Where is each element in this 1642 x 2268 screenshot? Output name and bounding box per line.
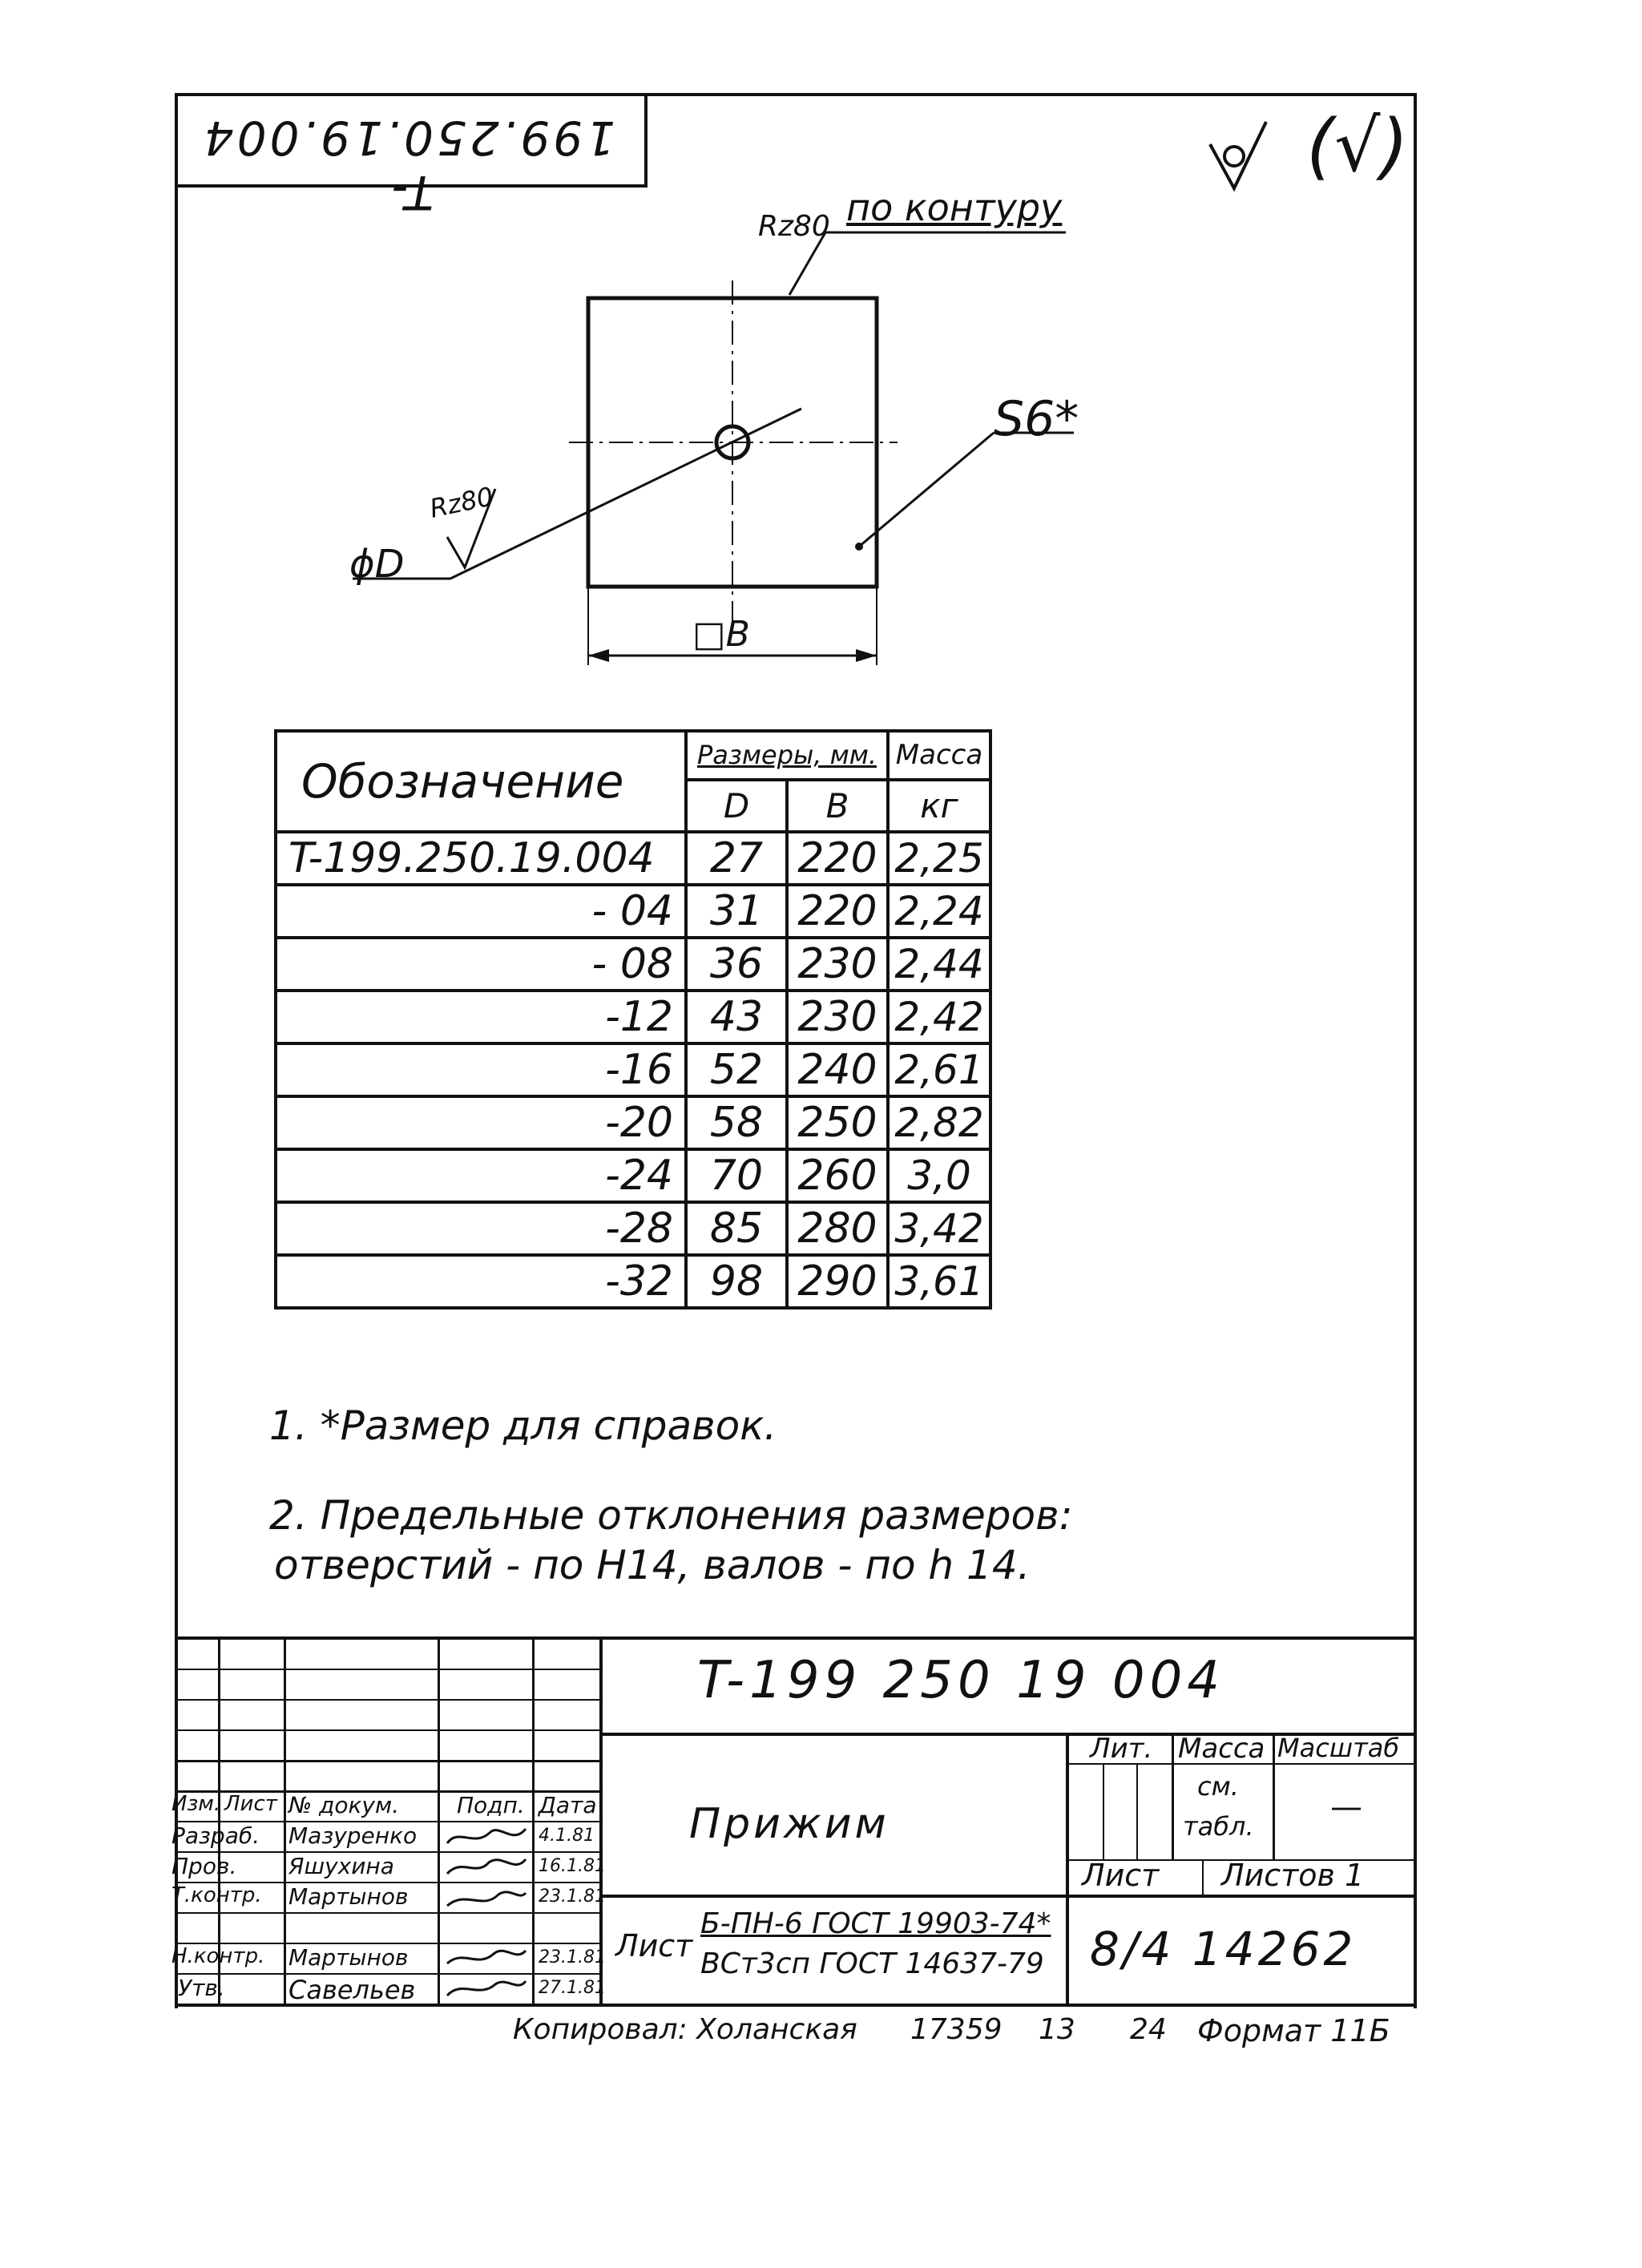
hole-leader-line [450, 409, 801, 579]
row-b: 230 [787, 938, 888, 991]
row-designation: - 08 [276, 938, 686, 991]
tb-mass-label: Масса [1178, 1733, 1265, 1765]
row-b: 240 [787, 1043, 888, 1096]
tb-role-date: 23.1.81 [539, 1947, 606, 1967]
header-d: D [686, 780, 787, 832]
tb-role-date: 16.1.81 [539, 1856, 606, 1876]
dimensions-table [274, 729, 992, 1310]
thickness-leader-dot [855, 543, 863, 551]
table-row [276, 1149, 990, 1202]
row-b: 260 [787, 1149, 888, 1202]
tb-header-list: Лист [224, 1792, 277, 1816]
row-d: 58 [686, 1096, 787, 1149]
tb-sheets-vline [1202, 1859, 1204, 1895]
tb-name: Прижим [689, 1800, 890, 1848]
table-row [276, 1043, 990, 1096]
table-row [276, 1096, 990, 1149]
tb-row-1 [175, 1669, 599, 1670]
tb-mass-vline [1172, 1733, 1174, 1859]
row-b: 220 [787, 885, 888, 938]
contour-note-label: по контуру [846, 186, 1063, 229]
tb-material-line-2: ВСт3сп ГОСТ 14637-79 [700, 1947, 1044, 1980]
tb-row-3 [175, 1729, 599, 1731]
tb-right-vline [1066, 1733, 1069, 2005]
row-designation: -28 [276, 1202, 686, 1255]
tb-lit-cell-2 [1136, 1763, 1138, 1859]
row-b: 220 [787, 832, 888, 885]
row-d: 31 [686, 885, 787, 938]
row-b: 290 [787, 1255, 888, 1308]
tb-scale-value: — [1330, 1789, 1362, 1826]
tb-scale-vline [1273, 1733, 1275, 1859]
tb-sheets-label: Листов 1 [1221, 1858, 1365, 1893]
row-d: 98 [686, 1255, 787, 1308]
footer-number-2: 13 [1039, 2013, 1075, 2046]
dim-arrow-left [588, 649, 609, 662]
table-row [276, 1255, 990, 1308]
header-designation: Обозначение [276, 731, 686, 832]
tb-lit-label: Лит. [1090, 1733, 1153, 1765]
tb-role-name: Савельев [288, 1975, 416, 2005]
tb-material-line-1: Б-ПН-6 ГОСТ 19903-74* [700, 1907, 1051, 1940]
tb-mass-value-2: табл. [1183, 1811, 1254, 1842]
hole-diameter-label: ϕD [349, 542, 405, 587]
tb-scale-label: Масштаб [1277, 1733, 1400, 1763]
row-designation: -32 [276, 1255, 686, 1308]
row-designation: -24 [276, 1149, 686, 1202]
row-designation: T-199.250.19.004 [276, 832, 686, 885]
drawing-code-rotated: T-199.250.19.004 [200, 111, 615, 220]
general-roughness-symbol [1202, 104, 1409, 216]
row-mass: 2,42 [888, 991, 990, 1043]
row-b: 250 [787, 1096, 888, 1149]
row-mass: 3,0 [888, 1149, 990, 1202]
row-d: 36 [686, 938, 787, 991]
tb-role-date: 23.1.81 [539, 1887, 606, 1907]
table-row [276, 1202, 990, 1255]
table-row [276, 938, 990, 991]
header-mass: Масса [888, 731, 990, 780]
tb-role-name: Мартынов [288, 1883, 409, 1910]
tb-header-sign: Подп. [457, 1792, 525, 1818]
tb-header-date: Дата [539, 1792, 597, 1818]
hole-roughness-label: Rz80 [426, 481, 496, 524]
row-mass: 2,25 [888, 832, 990, 885]
header-dimensions: Размеры, мм. [686, 731, 888, 780]
tb-material-prefix: Лист [615, 1928, 693, 1963]
row-designation: -12 [276, 991, 686, 1043]
row-mass: 3,42 [888, 1202, 990, 1255]
tb-mass-value-1: см. [1197, 1771, 1239, 1802]
footer-number-1: 17359 [910, 2013, 1003, 2046]
footer-number-3: 24 [1130, 2013, 1167, 2046]
tb-code: T-199 250 19 004 [697, 1651, 1224, 1710]
tb-role: Пров. [171, 1853, 237, 1879]
row-designation: -20 [276, 1096, 686, 1149]
footer-format: Формат 11Б [1197, 2013, 1390, 2048]
table-row [276, 885, 990, 938]
tb-name-divider [599, 1895, 1417, 1898]
table-row [276, 832, 990, 885]
tb-role-date: 4.1.81 [539, 1826, 595, 1846]
row-designation: -16 [276, 1043, 686, 1096]
contour-roughness-label: Rz80 [758, 210, 830, 243]
row-mass: 2,61 [888, 1043, 990, 1096]
row-b: 230 [787, 991, 888, 1043]
tb-top-border [175, 1636, 1417, 1640]
tb-role: Т.контр. [171, 1883, 262, 1907]
tb-row-4 [175, 1760, 599, 1762]
row-b: 280 [787, 1202, 888, 1255]
tb-sheet-label: Лист [1082, 1858, 1160, 1893]
header-b: B [787, 780, 888, 832]
tb-role-name: Мартынов [288, 1944, 409, 1971]
tb-role-date: 27.1.81 [539, 1978, 606, 1998]
row-mass: 2,44 [888, 938, 990, 991]
row-d: 43 [686, 991, 787, 1043]
tb-row-2 [175, 1699, 599, 1701]
row-d: 70 [686, 1149, 787, 1202]
tb-lit-cell-1 [1103, 1763, 1104, 1859]
square-size-label: □B [692, 614, 750, 655]
footer-copied: Копировал: Холанская [513, 2013, 857, 2046]
tb-header-doc: № докум. [288, 1792, 400, 1818]
tb-row-9 [175, 1912, 599, 1914]
row-mass: 2,82 [888, 1096, 990, 1149]
note-2-line-2: отверстий - по H14, валов - по h 14. [274, 1542, 1031, 1588]
drawing-code-box [175, 93, 648, 220]
thickness-label: S6* [994, 391, 1079, 447]
row-mass: 3,61 [888, 1255, 990, 1308]
contour-leader [789, 232, 1066, 295]
row-designation: - 04 [276, 885, 686, 938]
tb-role: Разраб. [171, 1822, 260, 1849]
note-2-line-1: 2. Предельные отклонения размеров: [269, 1492, 1073, 1539]
dim-arrow-right [856, 649, 877, 662]
tb-role: Утв. [178, 1975, 225, 2001]
tb-role: Н.контр. [171, 1944, 265, 1968]
table-row [276, 991, 990, 1043]
tb-role-name: Мазуренко [288, 1822, 418, 1849]
tb-role-name: Яшухина [288, 1853, 394, 1879]
note-1: 1. *Размер для справок. [269, 1402, 777, 1449]
row-d: 52 [686, 1043, 787, 1096]
row-mass: 2,24 [888, 885, 990, 938]
row-d: 85 [686, 1202, 787, 1255]
header-unit: кг [888, 780, 990, 832]
row-d: 27 [686, 832, 787, 885]
signatures-icon [442, 1821, 531, 2005]
roughness-symbol-text: (√) [1306, 104, 1409, 188]
thickness-leader [859, 433, 994, 547]
tb-header-izm: Изм. [171, 1792, 221, 1816]
tb-archive-number: 8/4 14262 [1090, 1922, 1357, 1976]
